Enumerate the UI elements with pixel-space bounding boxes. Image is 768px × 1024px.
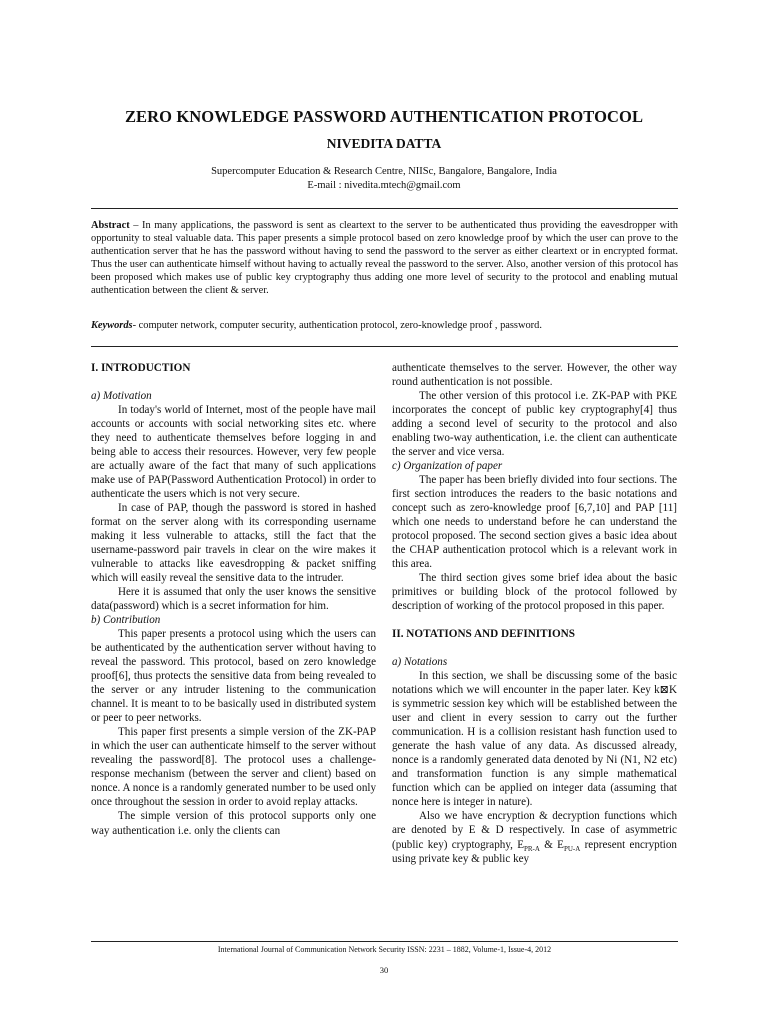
email: E-mail : nivedita.mtech@gmail.com (307, 179, 461, 191)
keywords-text: - computer network, computer security, authentication protocol, zero-knowledge proof , password. (132, 320, 542, 331)
subheading-contribution: b) Contribution (91, 614, 161, 627)
paragraph: In this section, we shall be discussing some of the basic notations which we will encounter in the paper later. Key k⊠K is symmetric session key which will be established between the user and client in every session to carry out the further communication. H is a collision resistant hash function used to generate the hash value of any data. As discussed already, nonce is a randomly generated data denoted by Ni (N1, N2 etc) and transformation function is any simple mathematical function which can be applied on integer data (assuming that nonce here is integer in nature). (392, 670, 677, 809)
top-divider (91, 208, 678, 209)
journal-footer: International Journal of Communication Network Security ISSN: 2231 – 1882, Volume-1, Issue-4, 2012 (217, 945, 552, 954)
paragraph: In case of PAP, though the password is stored in hashed format on the server along with its corresponding username making it less vulnerable to attacks, still the fact that the username-password pair travels in clear on the wire makes it vulnerable to attacks like eavesdropping & packet sniffing which will easily reveal the sensitive data to the intruder. (91, 502, 376, 585)
keywords (91, 320, 678, 331)
paragraph: This paper presents a protocol using which the users can be authenticated by the authentication server without having to reveal the password. This protocol, based on zero knowledge proof[6], thus protects the sensitive data from being revealed to the server or any intruder listening to the communication channel. It is meant to to be basically used in distributed system or peer to peer networks. (91, 628, 376, 725)
paragraph: authenticate themselves to the server. However, the other way round authentication is not possible. (392, 362, 677, 389)
paper-title: ZERO KNOWLEDGE PASSWORD AUTHENTICATION PROTOCOL (124, 107, 644, 126)
keywords-label: Keywords (91, 320, 133, 331)
paragraph: The other version of this protocol i.e. ZK-PAP with PKE incorporates the concept of public key cryptography[4] thus adding a second level of security to the protocol and also enabling two-way authentication, i.e. the client can authenticate the server and vice versa. (392, 390, 677, 459)
page-number: 30 (379, 965, 389, 975)
footer-divider (91, 941, 678, 942)
abstract-text: – In many applications, the password is sent as cleartext to the server to be authenticated thus providing the eavesdropper with opportunity to steal valuable data. This paper presents a simple protocol based on zero knowledge proof by which the user can prove to the authentication server that he has the password without having to send the password to the server as either cleartext or in encrypted format. Thus the user can authenticate himself without having to actually reveal the password to the server. Also, another version of this protocol has been proposed which makes use of public key cryptography thus adding one more level of security to the protocol and enabling mutual authentication between the client & server. (91, 220, 678, 297)
paragraph: Here it is assumed that only the user knows the sensitive data(password) which is a secret information for him. (91, 586, 376, 613)
paragraph: The simple version of this protocol supports only one way authentication i.e. only the clients can (91, 810, 376, 837)
section-heading-notations: II. NOTATIONS AND DEFINITIONS (392, 628, 575, 641)
abstract-label: Abstract (91, 220, 130, 231)
abstract (91, 219, 678, 298)
author-name: NIVEDITA DATTA (326, 136, 442, 151)
left-column (91, 361, 376, 838)
affiliation: Supercomputer Education & Research Centre, NIISc, Bangalore, Bangalore, India (211, 166, 557, 177)
paragraph: The third section gives some brief idea about the basic primitives or building block of the protocol followed by description of working of the protocol proposed in this paper. (392, 572, 677, 613)
paragraph: The paper has been briefly divided into four sections. The first section introduces the readers to the basic notations and concept such as zero-knowledge proof [6,7,10] and PAP [11] which one needs to understand before he can understand the protocol proposed. The second section gives a basic idea about the CHAP authentication protocol which is a relevant work in this area. (392, 474, 677, 571)
paragraph: This paper first presents a simple version of the ZK-PAP in which the user can authenticate himself to the server without revealing the password[8]. The protocol uses a challenge-response mechanism (between the server and client) based on nonce. A nonce is a randomly generated number to be used only once throughout the session in order to avoid replay attacks. (91, 726, 376, 809)
section-heading-introduction: I. INTRODUCTION (91, 362, 191, 374)
right-column (392, 361, 677, 866)
paragraph: In today's world of Internet, most of the people have mail accounts or accounts with social networking sites etc. where they need to authenticate themselves before logging in and being able to access their resources. However, very few people are actually aware of the fact that many of such applications make use of PAP(Password Authentication Protocol) in order to authenticate the users which is not very secure. (91, 404, 376, 501)
paragraph: Also we have encryption & decryption functions which are denoted by E & D respectively. In case of asymmetric (public key) cryptography, $E_{PR-A}$ & $E_{PU-A}$ represent encryption using private key & public key (392, 810, 677, 865)
subheading-notations: a) Notations (392, 656, 448, 669)
abstract-divider (91, 346, 678, 347)
subheading-motivation: a) Motivation (91, 390, 152, 403)
affiliation-block (0, 165, 768, 192)
subheading-organization: c) Organization of paper (392, 460, 503, 473)
